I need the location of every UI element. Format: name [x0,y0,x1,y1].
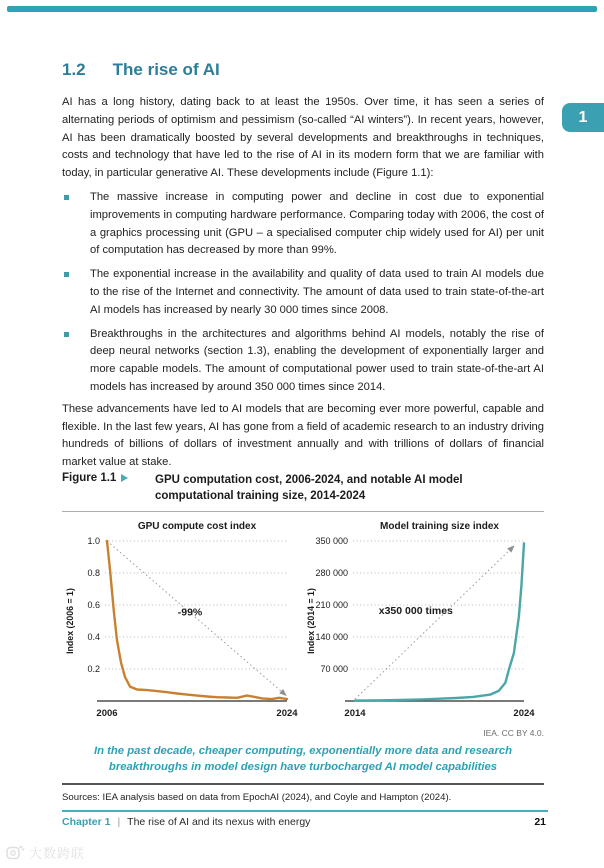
svg-text:280 000: 280 000 [315,568,348,578]
svg-text:0.2: 0.2 [87,664,100,674]
svg-text:2006: 2006 [96,708,118,719]
svg-text:Index (2006 = 1): Index (2006 = 1) [65,588,75,654]
bullet-list [62,189,544,397]
chapter-side-tab [562,103,604,132]
top-accent-bar [7,6,597,12]
charts-row [62,516,544,728]
list-item [62,326,544,397]
list-item [62,266,544,319]
page-content [62,54,544,472]
svg-text:0.6: 0.6 [87,600,100,610]
watermark [6,843,85,862]
intro-paragraph: AI has a long history, dating back to at least the 1950s. Over time, it has seen a series of alternating periods of optimism and pessimism (so-called “AI winters”). In recent years, however, AI has been dramatically boosted by several developments and breakthroughs in techniques, costs and technology that have led to the rise of AI in its modern form that we are familiar with today, in particular generative AI. These developments include (Figure 1.1): [62,96,544,180]
bullet-text: Breakthroughs in the architectures and algorithms behind AI models, notably the rise of deep neural networks (section 1.3), enabling the development of exponentially larger and more capable models. The amount of computational power used to train state-of-the-art AI models has increased by around 350 000 times since 2014. [90,327,544,393]
figure-header [62,472,544,504]
svg-text:2024: 2024 [276,708,298,719]
svg-text:2014: 2014 [344,708,366,719]
gpu-cost-chart [62,516,303,728]
camera-logo-icon [6,844,25,861]
svg-text:-99%: -99% [177,606,203,619]
footer-title: The rise of AI and its nexus with energy [127,816,311,828]
page-footer [62,816,546,828]
figure-label [62,472,155,484]
model-training-chart [303,516,544,728]
footer-accent-rule [62,810,548,812]
watermark-text: 大数跨联 [29,846,86,861]
bullet-square-icon [64,332,69,337]
svg-text:70 000: 70 000 [320,664,348,674]
bullet-square-icon [64,195,69,200]
svg-text:0.8: 0.8 [87,568,100,578]
sources-line: Sources: IEA analysis based on data from EpochAI (2024), and Coyle and Hampton (2024). [62,792,452,803]
figure-1-1 [62,472,544,803]
figure-label-text: Figure 1.1 [62,472,117,484]
svg-text:140 000: 140 000 [315,632,348,642]
footer-separator: | [117,816,121,828]
svg-text:210 000: 210 000 [315,600,348,610]
svg-text:2024: 2024 [513,708,535,719]
figure-title: GPU computation cost, 2006-2024, and notable AI model computational training size, 2014-2024 [155,474,463,502]
chapter-tab-number: 1 [578,108,588,126]
sources-divider [62,783,544,785]
bullet-text: The massive increase in computing power and decline in cost due to exponential improvements in computing hardware performance. Comparing today with 2006, the cost of a graphics processing unit (GPU – a specialised computer chip widely used for AI) per unit of computation has decreased by more than 99%. [90,190,544,257]
section-number: 1.2 [62,60,86,79]
bullet-text: The exponential increase in the availability and quality of data used to train AI models due to the rise of the Internet and connectivity. The amount of data used to train state-of-the-art AI models has increased by nearly 30 000 times since 2008. [90,268,544,316]
svg-text:0.4: 0.4 [87,632,100,642]
svg-text:350 000: 350 000 [315,536,348,546]
section-heading [62,60,544,80]
svg-text:1.0: 1.0 [87,536,100,546]
footer-chapter: Chapter 1 [62,816,111,828]
bullet-square-icon [64,272,69,277]
figure-divider [62,511,544,512]
figure-caption: In the past decade, cheaper computing, exponentially more data and research breakthroughs in model design have turbocharged AI model capabilities [93,745,513,773]
list-item [62,189,544,260]
figure-pointer-icon [121,474,128,482]
page-number: 21 [534,816,546,828]
section-title: The rise of AI [112,60,220,79]
license-attribution: IEA. CC BY 4.0. [483,728,544,738]
svg-text:Index (2014 = 1): Index (2014 = 1) [306,588,316,654]
svg-text:Model training size index: Model training size index [380,521,499,532]
svg-text:GPU compute cost index: GPU compute cost index [137,521,257,532]
advancements-paragraph: These advancements have led to AI models that are becoming ever more powerful, capable and flexible. In the last few years, AI has gone from a field of academic research to an industry driving hundreds of billions of dollars of investment annually and with trillions of dollars of financial market value at stake. [62,402,544,469]
svg-text:x350 000 times: x350 000 times [378,605,453,618]
